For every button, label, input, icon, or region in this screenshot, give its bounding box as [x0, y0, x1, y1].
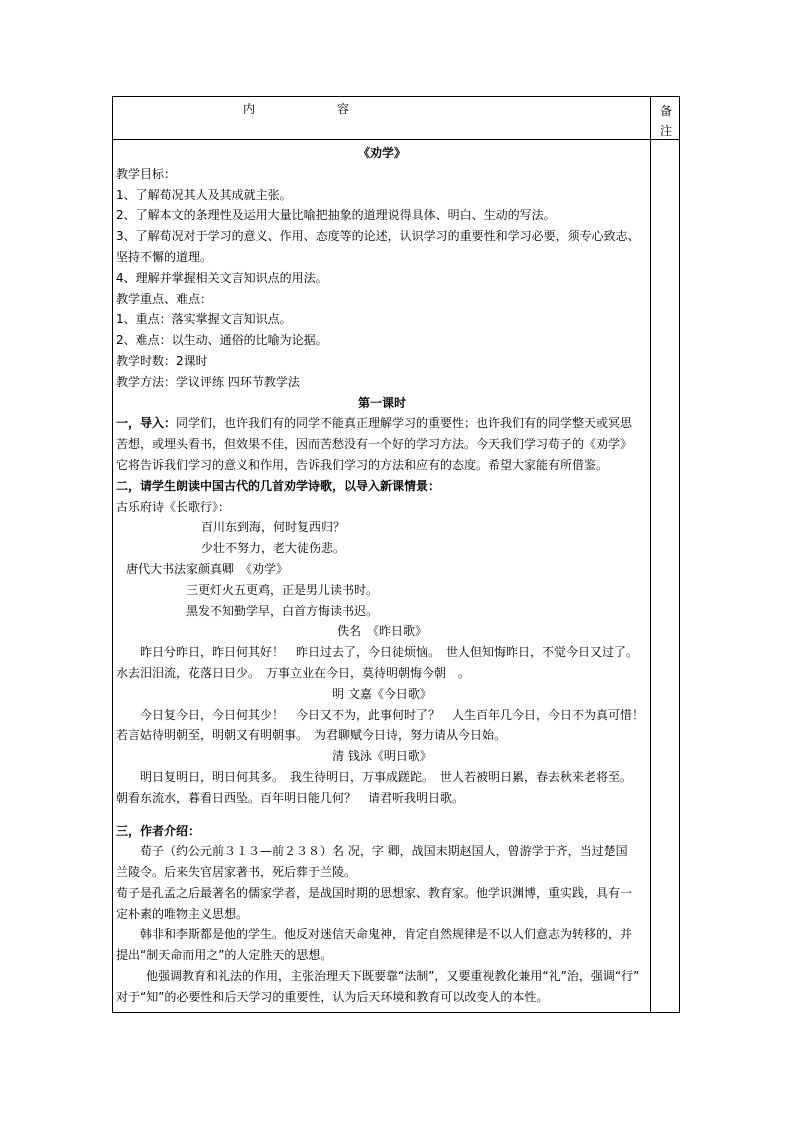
intro-paragraph-line: 苦想，或埋头看书，但效果不佳，因而苦愁没有一个好的学习方法。今天我们学习荀子的《劝学》 — [116, 437, 633, 452]
intro-paragraph-line — [116, 413, 648, 434]
keypoint-item: 1、重点：落实掌握文言知识点。 — [116, 312, 292, 327]
author-paragraph-line: 兰陵令。后来失官居家著书，死后葬于兰陵。 — [116, 865, 357, 880]
header-content-char-1: 内 — [243, 102, 256, 116]
author-paragraph-line: 定朴素的唯物主义思想。 — [116, 906, 249, 921]
poem-line: 昨日兮昨日，昨日何其好！ 昨日过去了，今日徒烦恼。 世人但知悔昨日，不觉今日又过了。 — [140, 645, 639, 660]
poem-line: 三更灯火五更鸡，正是男儿读书时。 — [186, 582, 379, 597]
header-content-char-2: 容 — [337, 102, 350, 116]
author-paragraph-line: 荀子是孔孟之后最著名的儒家学者，是战国时期的思想家、教育家。他学识渊博，重实践，具有一 — [116, 885, 633, 900]
header-note-char-1: 备 — [659, 104, 672, 118]
poem-line: 明日复明日，明日何其多。 我生待明日，万事成蹉跎。 世人若被明日累，春去秋来老将至。 — [140, 769, 633, 784]
header-divider — [113, 139, 679, 140]
poems-section-heading: 二，请学生朗读中国古代的几首劝学诗歌，以导入新课情景： — [116, 478, 441, 493]
teaching-hours: 教学时数：2课时 — [116, 353, 208, 368]
author-section-heading: 三，作者介绍： — [116, 823, 201, 838]
lesson-plan-table — [112, 96, 680, 1013]
poem-line: 朝看东流水，暮看日西坠。百年明日能几何？ 请君听我明日歌。 — [116, 790, 465, 805]
author-paragraph-line: 韩非和李斯都是他的学生。他反对迷信天命鬼神，肯定自然规律是不以人们意志为转移的，并 — [140, 927, 633, 942]
objective-item: 1、了解荀况其人及其成就主张。 — [116, 187, 292, 202]
content-body — [116, 143, 648, 1008]
poem-line: 黑发不知勤学早，白首方悔读书迟。 — [186, 603, 379, 618]
author-paragraph-line: 提出“制天命而用之”的人定胜天的思想。 — [116, 948, 333, 963]
intro-paragraph-line: 它将告诉我们学习的意义和作用，告诉我们学习的方法和应有的态度。希望大家能有所借鉴。 — [116, 457, 609, 472]
intro-text: 同学们，也许我们有的同学不能真正理解学习的重要性；也许我们有的同学整天或冥思 — [176, 416, 633, 431]
header-note-char-2: 注 — [659, 124, 672, 138]
poem-line: 少壮不努力，老大徒伤悲。 — [201, 541, 346, 556]
poem-title: 明 文嘉《今日歌》 — [332, 686, 432, 701]
poem-line: 水去汨汨流，花落日日少。 万事立业在今日，莫待明朝悔今朝 。 — [116, 665, 471, 680]
teaching-method: 教学方法：学议评练 四环节教学法 — [116, 374, 300, 389]
keypoint-item: 2、难点：以生动、通俗的比喻为论据。 — [116, 333, 328, 348]
author-paragraph-line: 他强调教育和礼法的作用，主张治理天下既要靠“法制”，又要重视教化兼用“礼”治，强调“行” — [146, 969, 640, 984]
author-paragraph-line: 荀子（约公元前３１３—前２３８）名 况，字 卿，战国末期赵国人，曾游学于齐，当过楚国 — [140, 844, 628, 859]
poem-title: 古乐府诗《长歌行》： — [116, 499, 231, 514]
poem-line: 百川东到海，何时复西归？ — [201, 520, 346, 535]
section-objectives-heading: 教学目标： — [116, 166, 177, 181]
objective-item: 2、了解本文的条理性及运用大量比喻把抽象的道理说得具体、明白、生动的写法。 — [116, 208, 556, 223]
poem-title: 唐代大书法家颜真卿 《劝学》 — [126, 561, 289, 576]
objective-item: 4、理解并掌握相关文言知识点的用法。 — [116, 270, 328, 285]
poem-title: 佚名 《昨日歌》 — [336, 624, 427, 639]
column-divider — [650, 97, 651, 1012]
lesson-title: 《劝学》 — [357, 146, 406, 160]
poem-line: 今日复今日，今日何其少！ 今日又不为，此事何时了？ 人生百年几今日，今日不为真可惜！ — [140, 707, 645, 722]
objective-item: 3、了解荀况对于学习的意义、作用、态度等的论述，认识学习的重要性和学习必要，须专心致志、 — [116, 229, 640, 244]
intro-heading: 一，导入： — [116, 416, 177, 431]
section-keypoints-heading: 教学重点、难点： — [116, 291, 213, 306]
poem-title: 清 钱泳《明日歌》 — [332, 749, 432, 764]
poem-line: 若言姑待明朝至，明朝又有明朝事。 为君聊赋今日诗，努力请从今日始。 — [116, 728, 507, 743]
author-paragraph-line: 对于“知”的必要性和后天学习的重要性，认为后天环境和教育可以改变人的本性。 — [116, 989, 549, 1004]
objective-item-continued: 坚持不懈的道理。 — [116, 249, 213, 264]
first-lesson-heading: 第一课时 — [357, 395, 406, 410]
notes-column-header — [651, 101, 681, 141]
